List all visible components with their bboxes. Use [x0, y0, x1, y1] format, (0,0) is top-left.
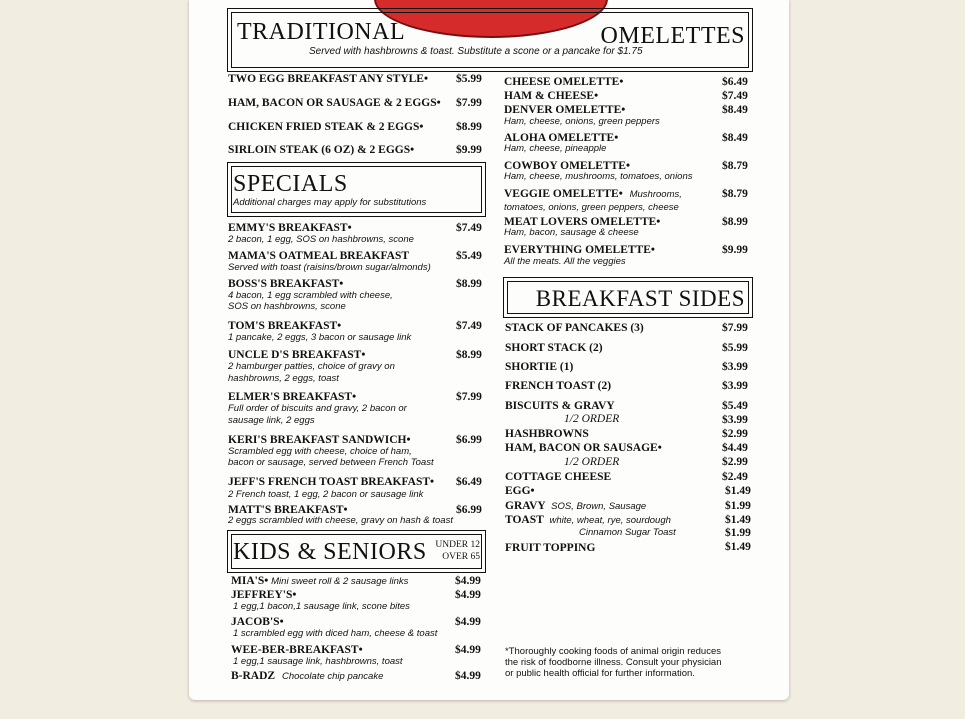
- kids-item-name-text: B-RADZ: [231, 670, 276, 682]
- special-desc: 2 eggs scrambled with cheese, gravy on hash & toast: [228, 515, 453, 526]
- side-half-order: 1/2 ORDER: [564, 456, 620, 468]
- footnote-line: the risk of foodborne illness. Consult your physician: [505, 657, 722, 668]
- kids-seniors-heading: KIDS & SENIORS: [233, 539, 427, 565]
- omelette-desc: All the meats. All the veggies: [504, 256, 626, 267]
- traditional-item-name: CHICKEN FRIED STEAK & 2 EGGS•: [228, 121, 424, 133]
- special-price: $7.49: [456, 222, 482, 234]
- kids-item-price: $4.99: [455, 575, 481, 587]
- side-price: $4.49: [722, 442, 748, 454]
- traditional-heading: TRADITIONAL: [237, 19, 406, 45]
- kids-over-age: OVER 65: [442, 552, 480, 562]
- kids-item-name: WEE-BER-BREAKFAST•: [231, 644, 363, 656]
- omelette-price: $8.79: [722, 160, 748, 172]
- side-name: [505, 514, 671, 527]
- omelettes-heading: OMELETTES: [600, 23, 745, 49]
- omelette-name: DENVER OMELETTE•: [504, 104, 626, 116]
- kids-item-price: $4.99: [455, 616, 481, 628]
- omelette-desc: tomatoes, onions, green peppers, cheese: [504, 202, 679, 213]
- special-desc: Served with toast (raisins/brown sugar/almonds): [228, 262, 431, 273]
- side-price: $2.99: [722, 456, 748, 468]
- special-desc: 2 bacon, 1 egg, SOS on hashbrowns, scone: [228, 234, 414, 245]
- side-name: HAM, BACON OR SAUSAGE•: [505, 442, 662, 454]
- special-desc: 2 French toast, 1 egg, 2 bacon or sausage link: [228, 489, 424, 500]
- omelette-price: $9.99: [722, 244, 748, 256]
- kids-item-name: [231, 575, 408, 588]
- omelette-name: EVERYTHING OMELETTE•: [504, 244, 655, 256]
- side-price: $7.99: [722, 322, 748, 334]
- side-name-text: TOAST: [505, 514, 544, 526]
- side-half-order: 1/2 ORDER: [564, 413, 620, 425]
- kids-item-desc: 1 egg,1 bacon,1 sausage link, scone bites: [233, 601, 410, 612]
- special-desc: Scrambled egg with cheese, choice of ham,: [228, 446, 412, 457]
- omelette-desc: Ham, bacon, sausage & cheese: [504, 227, 639, 238]
- kids-item-name: JEFFREY'S•: [231, 589, 297, 601]
- special-price: $5.49: [456, 250, 482, 262]
- special-desc: 2 hamburger patties, choice of gravy on: [228, 361, 395, 372]
- header-note: Served with hashbrowns & toast. Substitute a scone or a pancake for $1.75: [309, 46, 643, 57]
- special-name: JEFF'S FRENCH TOAST BREAKFAST•: [228, 476, 435, 488]
- side-inline-desc: SOS, Brown, Sausage: [551, 501, 647, 512]
- special-price: $8.99: [456, 349, 482, 361]
- side-price: $1.49: [725, 485, 751, 497]
- side-name: COTTAGE CHEESE: [505, 471, 612, 483]
- special-price: $8.99: [456, 278, 482, 290]
- kids-item-inline-desc: Chocolate chip pancake: [281, 671, 384, 682]
- side-price: $1.49: [725, 541, 751, 553]
- side-inline-desc: white, wheat, rye, sourdough: [549, 515, 671, 526]
- side-price: $1.49: [725, 514, 751, 526]
- traditional-item-name: TWO EGG BREAKFAST ANY STYLE•: [228, 73, 428, 85]
- omelette-price: $8.99: [722, 216, 748, 228]
- footnote-line: or public health official for further information.: [505, 668, 695, 679]
- special-desc: bacon or sausage, served between French Toast: [228, 457, 434, 468]
- special-name: MAMA'S OATMEAL BREAKFAST: [228, 250, 410, 262]
- side-price: $5.99: [722, 342, 748, 354]
- special-desc: hashbrowns, 2 eggs, toast: [228, 373, 339, 384]
- kids-item-price: $4.99: [455, 589, 481, 601]
- kids-item-price: $4.99: [455, 670, 481, 682]
- special-name: UNCLE D'S BREAKFAST•: [228, 349, 366, 361]
- special-desc: 4 bacon, 1 egg scrambled with cheese,: [228, 290, 393, 301]
- special-name: EMMY'S BREAKFAST•: [228, 222, 352, 234]
- omelette-name-text: VEGGIE OMELETTE•: [504, 188, 623, 200]
- special-price: $6.99: [456, 434, 482, 446]
- side-price: $2.49: [722, 471, 748, 483]
- side-name: EGG•: [505, 485, 535, 497]
- side-inline-desc: Cinnamon Sugar Toast: [579, 527, 676, 538]
- side-name-text: GRAVY: [505, 500, 546, 512]
- omelette-name: MEAT LOVERS OMELETTE•: [504, 216, 661, 228]
- traditional-item-price: $8.99: [456, 121, 482, 133]
- omelette-name: COWBOY OMELETTE•: [504, 160, 630, 172]
- omelette-price: $8.49: [722, 132, 748, 144]
- kids-item-inline-desc: Mini sweet roll & 2 sausage links: [271, 576, 409, 587]
- special-name: BOSS'S BREAKFAST•: [228, 278, 344, 290]
- traditional-item-name: SIRLOIN STEAK (6 OZ) & 2 EGGS•: [228, 144, 415, 156]
- specials-heading: SPECIALS: [233, 171, 348, 197]
- side-price: $1.99: [725, 500, 751, 512]
- breakfast-sides-heading: BREAKFAST SIDES: [535, 286, 745, 311]
- special-price: $7.49: [456, 320, 482, 332]
- special-desc: Full order of biscuits and gravy, 2 bacon or: [228, 403, 407, 414]
- kids-item-name-text: MIA'S•: [231, 575, 269, 587]
- kids-item-desc: 1 scrambled egg with diced ham, cheese & toast: [233, 628, 438, 639]
- traditional-item-price: $5.99: [456, 73, 482, 85]
- special-name: MATT'S BREAKFAST•: [228, 504, 348, 516]
- omelette-inline-desc: Mushrooms,: [629, 189, 682, 200]
- special-desc: SOS on hashbrowns, scone: [228, 301, 346, 312]
- side-name: [505, 500, 646, 513]
- omelette-price: $6.49: [722, 76, 748, 88]
- kids-item-price: $4.99: [455, 644, 481, 656]
- omelette-desc: Ham, cheese, onions, green peppers: [504, 116, 660, 127]
- specials-note: Additional charges may apply for substitutions: [233, 197, 427, 208]
- side-name: SHORT STACK (2): [505, 342, 603, 354]
- omelette-desc: Ham, cheese, pineapple: [504, 143, 607, 154]
- special-price: $6.49: [456, 476, 482, 488]
- side-price: $2.99: [722, 428, 748, 440]
- kids-item-name: JACOB'S•: [231, 616, 284, 628]
- special-desc: sausage link, 2 eggs: [228, 415, 315, 426]
- omelette-name: CHEESE OMELETTE•: [504, 76, 624, 88]
- omelette-name: [504, 188, 682, 201]
- side-price: $3.99: [722, 361, 748, 373]
- special-desc: 1 pancake, 2 eggs, 3 bacon or sausage link: [228, 332, 412, 343]
- side-name: STACK OF PANCAKES (3): [505, 322, 644, 334]
- omelette-desc: Ham, cheese, mushrooms, tomatoes, onions: [504, 171, 693, 182]
- kids-under-age: UNDER 12: [435, 540, 480, 550]
- omelette-price: $7.49: [722, 90, 748, 102]
- special-name: ELMER'S BREAKFAST•: [228, 391, 357, 403]
- special-name: TOM'S BREAKFAST•: [228, 320, 342, 332]
- side-name: FRENCH TOAST (2): [505, 380, 612, 392]
- omelette-name: HAM & CHEESE•: [504, 90, 599, 102]
- side-price: $5.49: [722, 400, 748, 412]
- traditional-item-price: $7.99: [456, 97, 482, 109]
- footnote-line: *Thoroughly cooking foods of animal origin reduces: [505, 646, 721, 657]
- side-price: $1.99: [725, 527, 751, 539]
- omelette-name: ALOHA OMELETTE•: [504, 132, 619, 144]
- traditional-item-price: $9.99: [456, 144, 482, 156]
- omelette-price: $8.79: [722, 188, 748, 200]
- special-name: KERI'S BREAKFAST SANDWICH•: [228, 434, 411, 446]
- side-price: $3.99: [722, 380, 748, 392]
- kids-item-name: [231, 670, 383, 683]
- side-name: FRUIT TOPPING: [505, 542, 596, 554]
- side-name: BISCUITS & GRAVY: [505, 400, 615, 412]
- side-price: $3.99: [722, 414, 748, 426]
- omelette-price: $8.49: [722, 104, 748, 116]
- special-price: $7.99: [456, 391, 482, 403]
- special-price: $6.99: [456, 504, 482, 516]
- traditional-item-name: HAM, BACON OR SAUSAGE & 2 EGGS•: [228, 97, 441, 109]
- menu-page: [189, 0, 789, 700]
- side-name: SHORTIE (1): [505, 361, 574, 373]
- kids-item-desc: 1 egg,1 sausage link, hashbrowns, toast: [233, 656, 403, 667]
- side-name: HASHBROWNS: [505, 428, 589, 440]
